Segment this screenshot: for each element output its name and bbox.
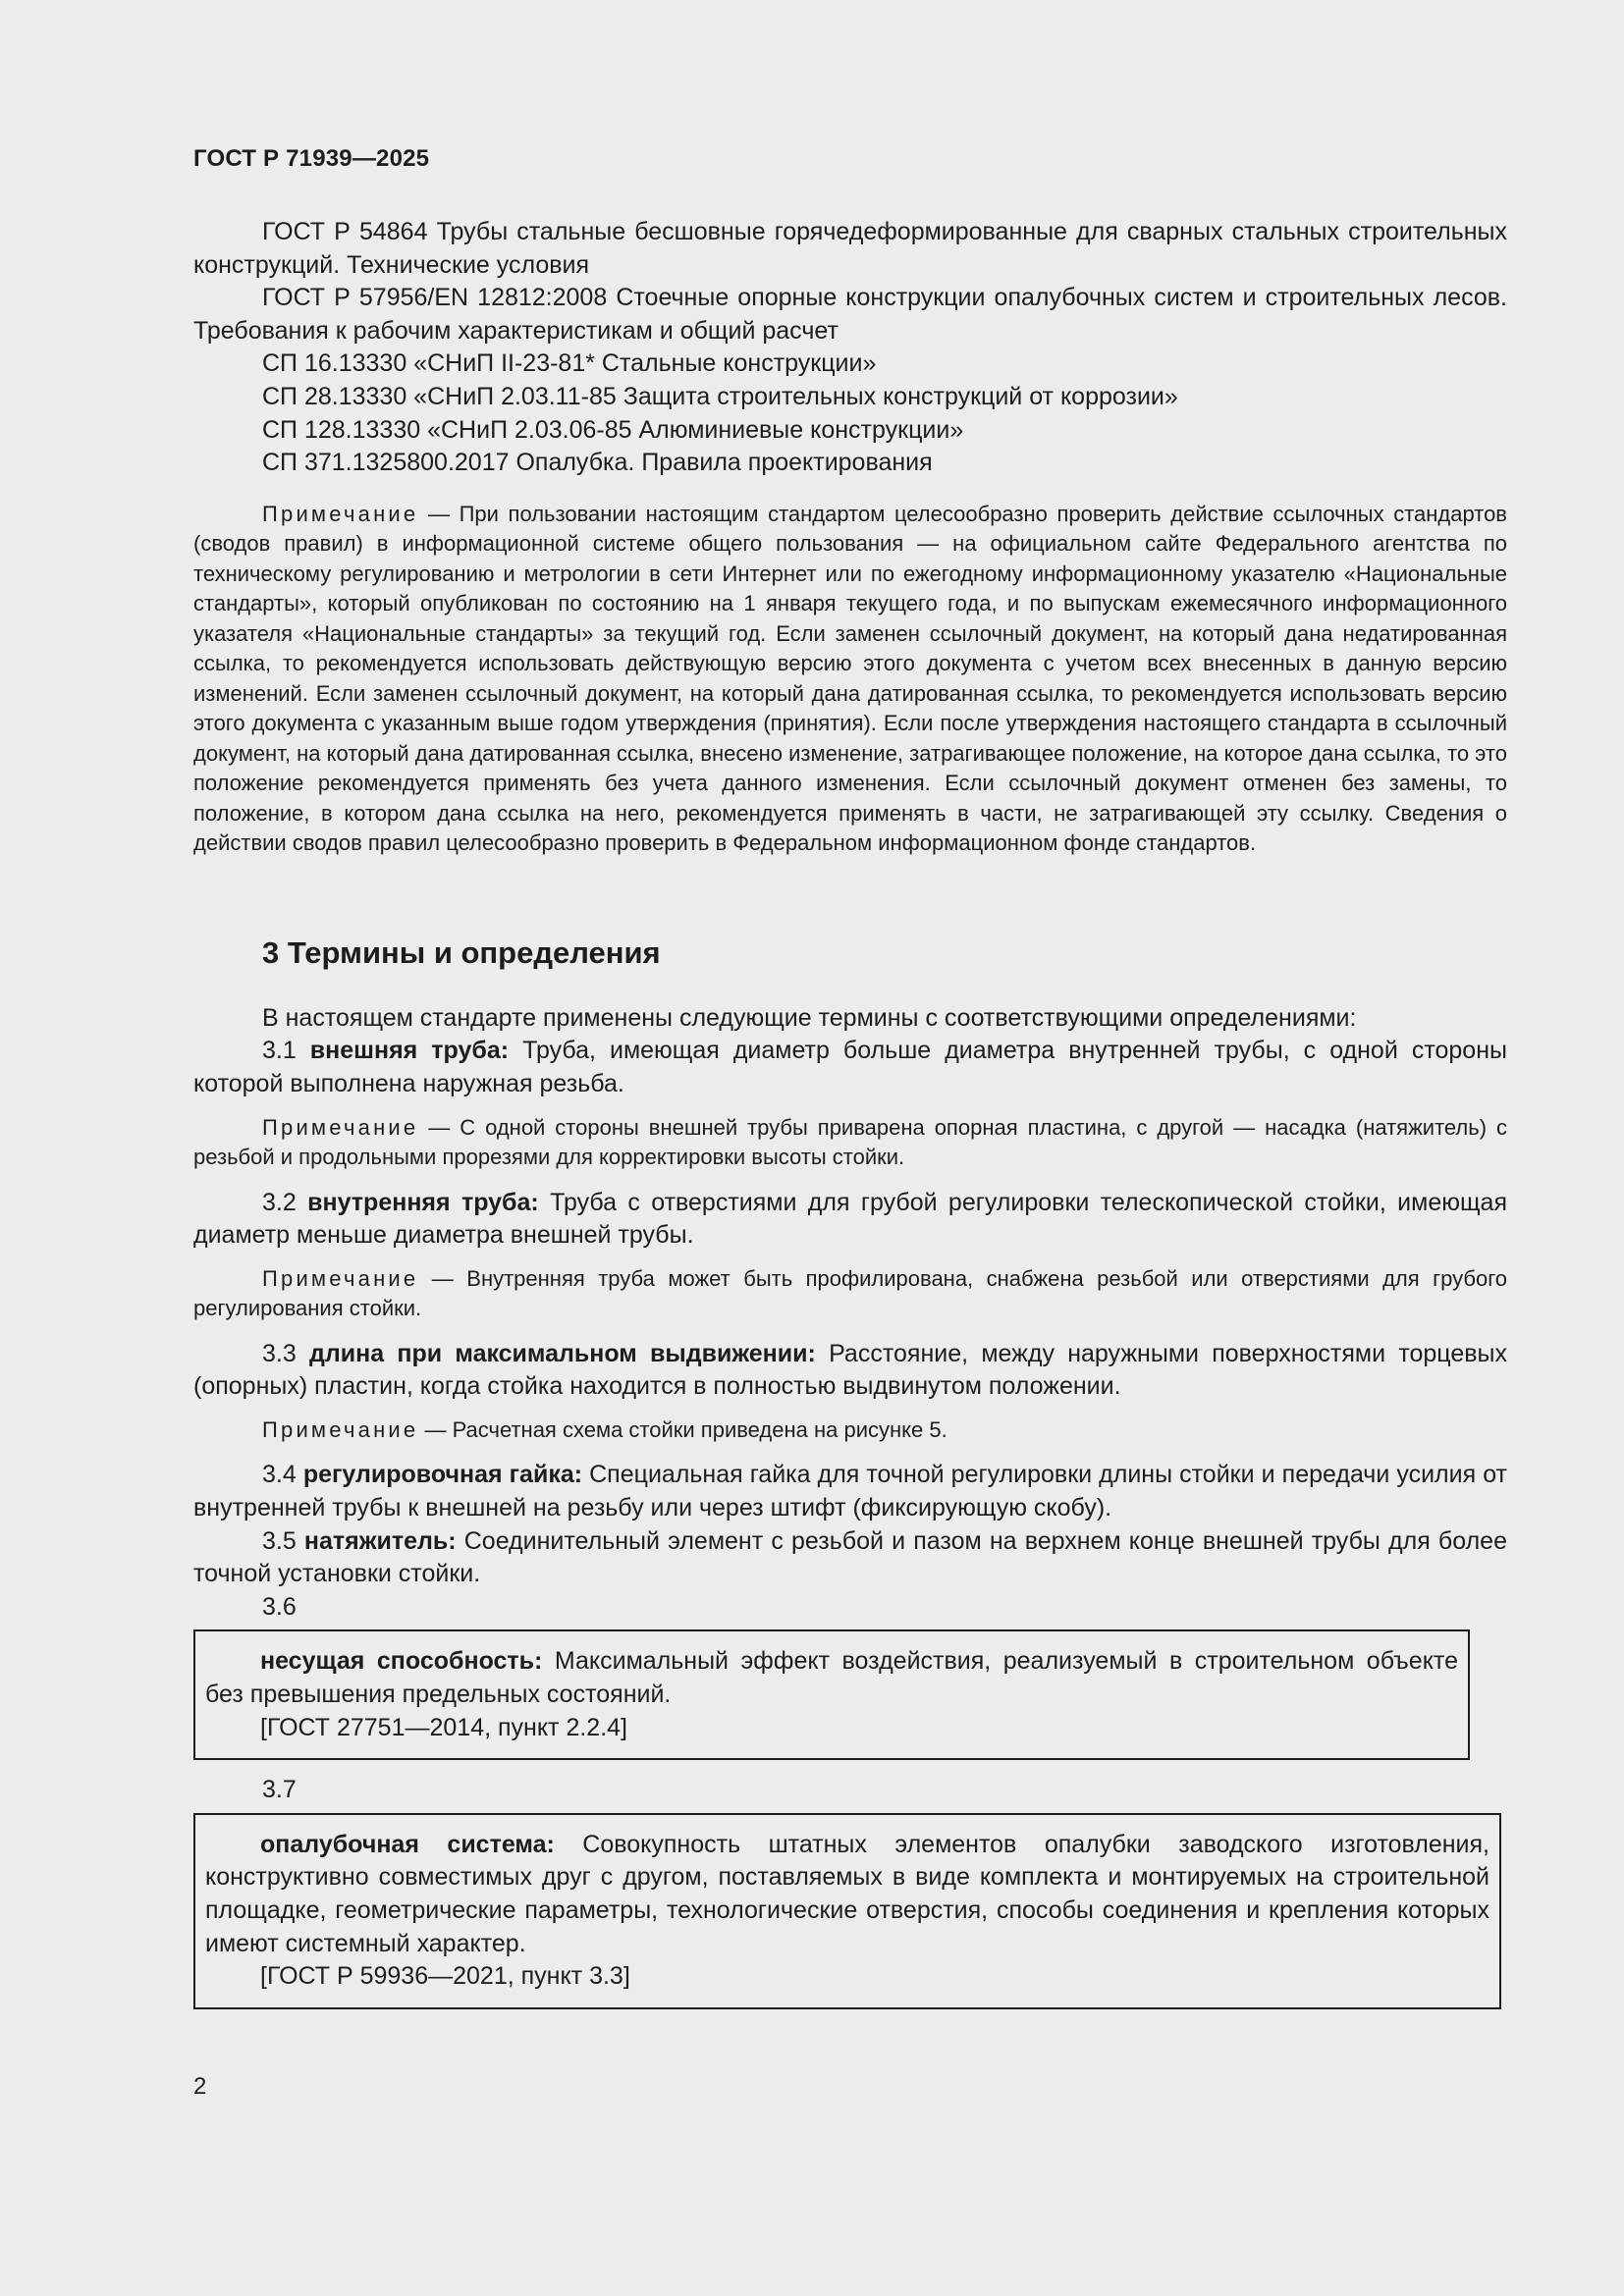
term-number: 3.1	[262, 1037, 310, 1065]
term-definition: Труба, имеющая диаметр больше диаметра внутренней трубы, с одной стороны которой выполнена наружная резьба.	[193, 1037, 1507, 1097]
note-text: — Расчетная схема стойки приведена на рисунке 5.	[418, 1416, 947, 1442]
note-label: Примечание	[262, 1416, 419, 1442]
term-number: 3.2	[262, 1188, 308, 1216]
term-3-1-note	[193, 1113, 1507, 1173]
reference-item: ГОСТ Р 54864 Трубы стальные бесшовные горячедеформированные для сварных стальных строительных конструкций. Технические условия	[193, 218, 1507, 279]
note-label: Примечание	[262, 501, 419, 526]
term-3-2-note	[193, 1264, 1507, 1324]
term-name: опалубочная система:	[260, 1830, 555, 1858]
term-definition: Совокупность штатных элементов опалубки заводского изготовления, конструктивно совместимых друг с другом, поставляемых в виде комплекта и монтируемых на строительной площадке, геометрические параметры, технологические отверстия, способы соединения и крепления которых имеют системный характер.	[205, 1830, 1490, 1957]
term-3-7-box	[193, 1813, 1501, 2009]
term-definition: Максимальный эффект воздействия, реализуемый в строительном объекте без превышения предельных состояний.	[205, 1647, 1459, 1708]
section-heading: 3 Термины и определения	[262, 934, 661, 970]
reference-item: СП 371.1325800.2017 Опалубка. Правила проектирования	[262, 449, 933, 477]
reference-item: СП 16.13330 «СНиП II-23-81* Стальные конструкции»	[262, 349, 877, 378]
term-name: внешняя труба:	[309, 1037, 510, 1065]
term-name: натяжитель:	[303, 1526, 457, 1555]
section-intro: В настоящем стандарте применены следующие термины с соответствующими определениями:	[262, 1003, 1357, 1032]
term-3-6-definition	[205, 1645, 1458, 1711]
term-number: 3.3	[262, 1339, 310, 1367]
term-3-5	[193, 1525, 1507, 1591]
term-definition: Соединительный элемент с резьбой и пазом на верхнем конце внешней трубы для более точной установки стойки.	[193, 1526, 1507, 1588]
term-3-3-note	[193, 1415, 1507, 1446]
term-name: несущая способность:	[260, 1647, 543, 1676]
term-definition: Расстояние, между наружными поверхностями торцевых (опорных) пластин, когда стойка находится в полностью выдвинутом положении.	[193, 1339, 1507, 1401]
term-number: 3.4	[262, 1461, 303, 1489]
note-text: — С одной стороны внешней трубы приварена опорная пластина, с другой — насадка (натяжитель) с резьбой и продольными прорезями для корректировки высоты стойки.	[193, 1114, 1507, 1170]
term-3-7-source: [ГОСТ Р 59936—2021, пункт 3.3]	[260, 1962, 630, 1991]
reference-item: СП 28.13330 «СНиП 2.03.11-85 Защита строительных конструкций от коррозии»	[262, 382, 1178, 410]
page-content	[193, 145, 1507, 2009]
term-3-4	[193, 1459, 1507, 1524]
note-text: — Внутренняя труба может быть профилирована, снабжена резьбой или отверстиями для грубого регулирования стойки.	[193, 1265, 1507, 1321]
term-3-7-number: 3.7	[262, 1776, 297, 1804]
page-number: 2	[193, 2073, 207, 2100]
term-3-6-source: [ГОСТ 27751—2014, пункт 2.2.4]	[260, 1713, 627, 1741]
term-3-7-definition	[205, 1829, 1489, 1960]
term-definition: Специальная гайка для точной регулировки длины стойки и передачи усилия от внутренней трубы к внешней на резьбу или через штифт (фиксирующую скобу).	[193, 1461, 1507, 1522]
reference-item: СП 128.13330 «СНиП 2.03.06-85 Алюминиевые конструкции»	[262, 415, 964, 444]
term-3-2	[193, 1187, 1507, 1253]
term-definition: Труба с отверстиями для грубой регулировки телескопической стойки, имеющая диаметр меньше диаметра внешней трубы.	[193, 1188, 1507, 1250]
normative-references-list	[193, 216, 1507, 480]
note-label: Примечание	[262, 1265, 419, 1291]
term-3-6-number: 3.6	[262, 1592, 297, 1621]
document-code-header: ГОСТ Р 71939—2025	[193, 145, 430, 172]
references-note	[193, 500, 1507, 859]
term-name: внутренняя труба:	[307, 1188, 539, 1216]
term-3-6-box	[193, 1629, 1470, 1760]
term-number: 3.5	[262, 1526, 304, 1555]
term-name: регулировочная гайка:	[302, 1461, 583, 1489]
note-label: Примечание	[262, 1114, 419, 1140]
term-3-1	[193, 1035, 1507, 1100]
note-text: — При пользовании настоящим стандартом целесообразно проверить действие ссылочных стандартов (сводов правил) в информационной системе общего пользования — на официальном сайте Федерального агентства по техническому регулированию и метрологии в сети Интернет или по ежегодному информационному указателю «Национальные стандарты», который опубликован по состоянию на 1 января текущего года, и по выпускам ежемесячного информационного указателя «Национальные стандарты» за текущий год. Если заменен ссылочный документ, на который дана недатированная ссылка, то рекомендуется использовать действующую версию этого документа с учетом всех внесенных в данную версию изменений. Если заменен ссылочный документ, на который дана датированная ссылка, то рекомендуется использовать версию этого документа с указанным выше годом утверждения (принятия). Если после утверждения настоящего стандарта в ссылочный документ, на который дана датированная ссылка, внесено изменение, затрагивающее положение, на которое дана ссылка, то это положение рекомендуется применять без учета данного изменения. Если ссылочный документ отменен без замены, то положение, в котором дана ссылка на него, рекомендуется применять в части, не затрагивающей эту ссылку. Сведения о действии сводов правил целесообразно проверить в Федеральном информационном фонде стандартов.	[193, 501, 1507, 856]
term-3-3	[193, 1338, 1507, 1404]
reference-item: ГОСТ Р 57956/EN 12812:2008 Стоечные опорные конструкции опалубочных систем и строительных лесов. Требования к рабочим характеристикам и общий расчет	[193, 284, 1507, 345]
term-name: длина при максимальном выдвижении:	[309, 1339, 816, 1367]
